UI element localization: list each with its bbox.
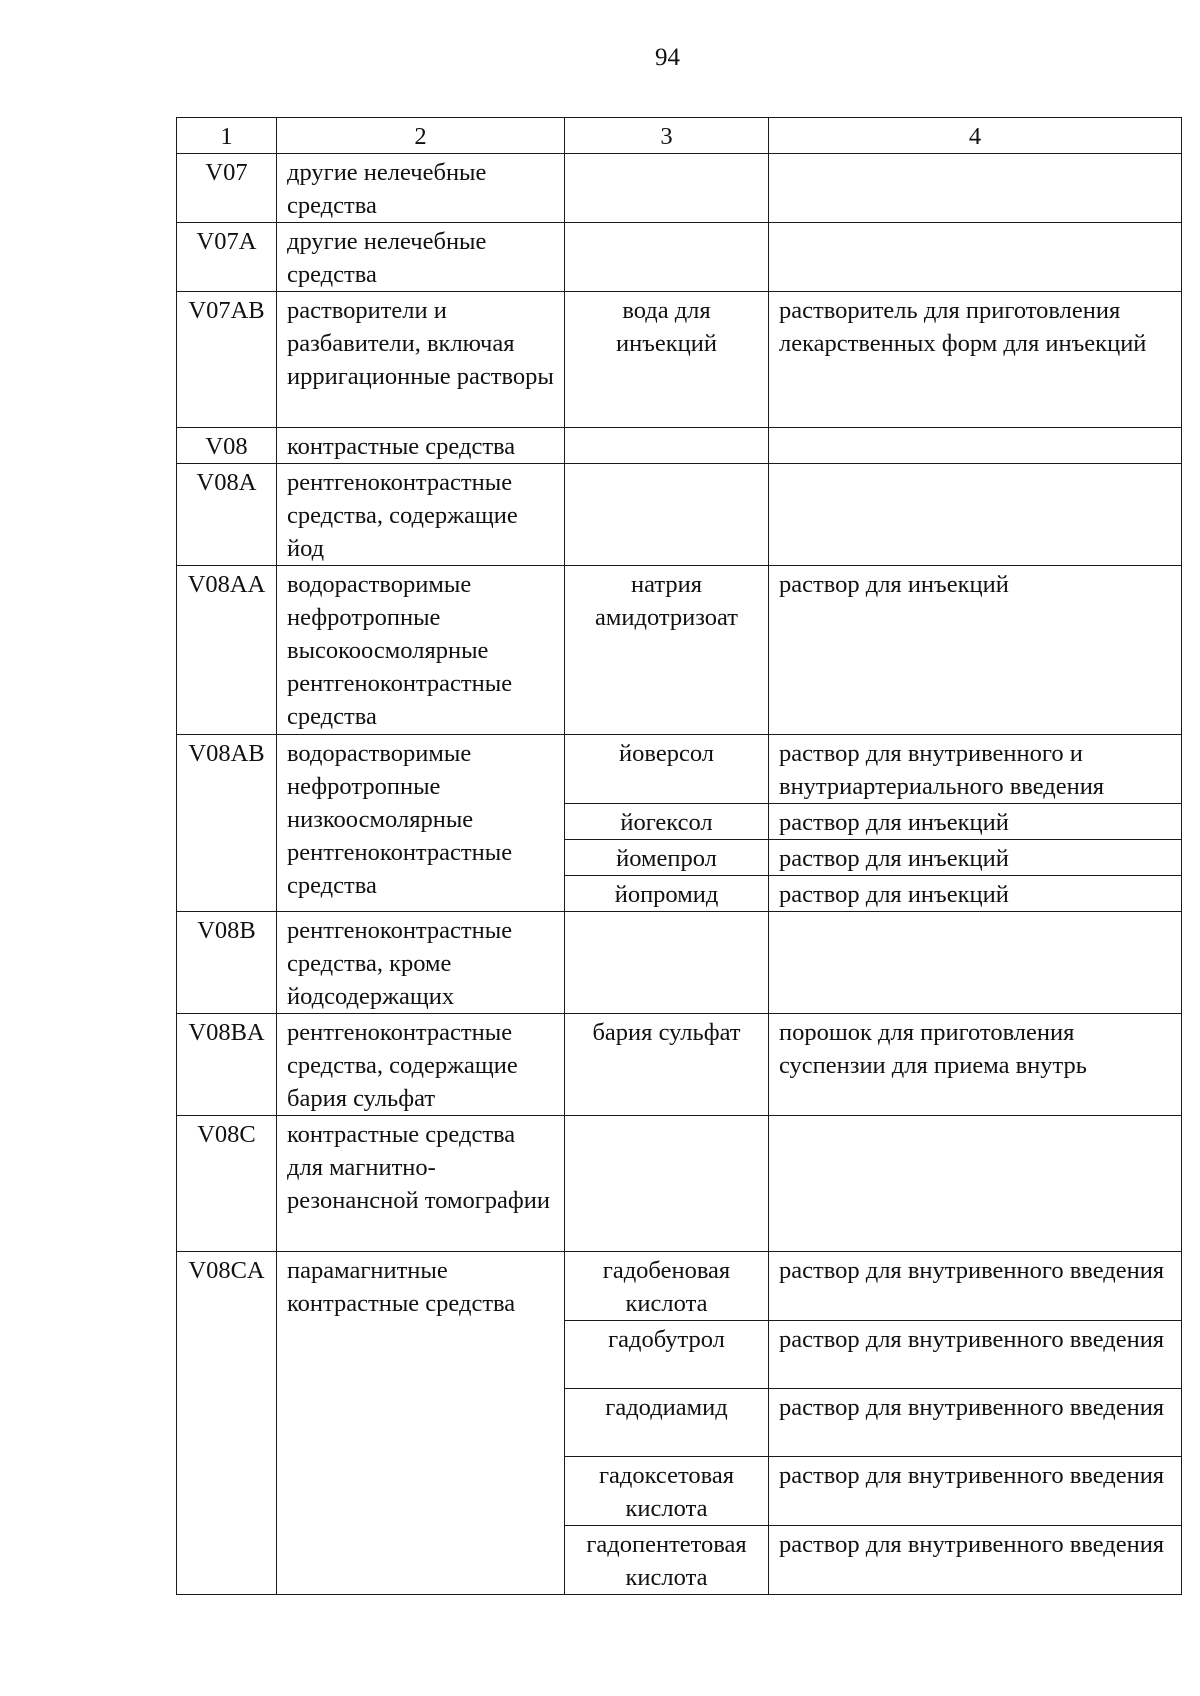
table-row bbox=[177, 566, 1182, 735]
atc-code: V08CA bbox=[177, 1252, 277, 1595]
dosage-form: раствор для инъекций bbox=[769, 804, 1182, 840]
page-number: 94 bbox=[655, 44, 680, 71]
drug-name bbox=[565, 912, 769, 1014]
atc-code: V08AB bbox=[177, 735, 277, 912]
table-row bbox=[177, 464, 1182, 566]
group-name: другие нелечебные средства bbox=[277, 154, 565, 223]
table-row bbox=[177, 154, 1182, 223]
atc-code: V07A bbox=[177, 223, 277, 292]
dosage-form bbox=[769, 912, 1182, 1014]
group-name: контрастные средства bbox=[277, 428, 565, 464]
drug-name bbox=[565, 1116, 769, 1252]
drug-table bbox=[176, 117, 1182, 1595]
table-row bbox=[177, 1252, 1182, 1321]
group-name: растворители и разбавители, включая ирригационные растворы bbox=[277, 292, 565, 428]
table-row bbox=[177, 428, 1182, 464]
drug-name: йомепрол bbox=[565, 840, 769, 876]
header-cell: 4 bbox=[769, 118, 1182, 154]
dosage-form: раствор для внутривенного введения bbox=[769, 1321, 1182, 1389]
drug-name: йоверсол bbox=[565, 735, 769, 804]
drug-name bbox=[565, 154, 769, 223]
drug-name: вода для инъекций bbox=[565, 292, 769, 428]
dosage-form: раствор для инъекций bbox=[769, 840, 1182, 876]
drug-name bbox=[565, 428, 769, 464]
table-row bbox=[177, 1116, 1182, 1252]
atc-code: V08 bbox=[177, 428, 277, 464]
table-row bbox=[177, 912, 1182, 1014]
atc-code: V08B bbox=[177, 912, 277, 1014]
table-row bbox=[177, 735, 1182, 804]
dosage-form: растворитель для приготовления лекарственных форм для инъекций bbox=[769, 292, 1182, 428]
table-row bbox=[177, 223, 1182, 292]
dosage-form: раствор для внутривенного и внутриартериального введения bbox=[769, 735, 1182, 804]
table-header-row bbox=[177, 118, 1182, 154]
dosage-form: раствор для инъекций bbox=[769, 566, 1182, 735]
drug-name: гадодиамид bbox=[565, 1389, 769, 1457]
table-row bbox=[177, 292, 1182, 428]
dosage-form bbox=[769, 464, 1182, 566]
drug-name: гадоксетовая кислота bbox=[565, 1457, 769, 1526]
drug-name bbox=[565, 464, 769, 566]
drug-name: натрия амидотризоат bbox=[565, 566, 769, 735]
drug-name: йопромид bbox=[565, 876, 769, 912]
dosage-form: порошок для приготовления суспензии для приема внутрь bbox=[769, 1014, 1182, 1116]
group-name: контрастные средства для магнитно-резонансной томографии bbox=[277, 1116, 565, 1252]
header-cell: 2 bbox=[277, 118, 565, 154]
dosage-form bbox=[769, 223, 1182, 292]
group-name: парамагнитные контрастные средства bbox=[277, 1252, 565, 1595]
drug-name: гадобутрол bbox=[565, 1321, 769, 1389]
drug-name: йогексол bbox=[565, 804, 769, 840]
atc-code: V08AA bbox=[177, 566, 277, 735]
header-cell: 1 bbox=[177, 118, 277, 154]
table-row bbox=[177, 1014, 1182, 1116]
atc-code: V08A bbox=[177, 464, 277, 566]
dosage-form: раствор для внутривенного введения bbox=[769, 1526, 1182, 1595]
header-cell: 3 bbox=[565, 118, 769, 154]
group-name: рентгеноконтрастные средства, содержащие йод bbox=[277, 464, 565, 566]
drug-name: бария сульфат bbox=[565, 1014, 769, 1116]
group-name: другие нелечебные средства bbox=[277, 223, 565, 292]
dosage-form bbox=[769, 428, 1182, 464]
atc-code: V08C bbox=[177, 1116, 277, 1252]
group-name: водорастворимые нефротропные высокоосмолярные рентгеноконтрастные средства bbox=[277, 566, 565, 735]
dosage-form: раствор для внутривенного введения bbox=[769, 1389, 1182, 1457]
dosage-form bbox=[769, 154, 1182, 223]
dosage-form bbox=[769, 1116, 1182, 1252]
drug-name: гадопентетовая кислота bbox=[565, 1526, 769, 1595]
group-name: водорастворимые нефротропные низкоосмолярные рентгеноконтрастные средства bbox=[277, 735, 565, 912]
drug-name: гадобеновая кислота bbox=[565, 1252, 769, 1321]
atc-code: V08BA bbox=[177, 1014, 277, 1116]
atc-code: V07 bbox=[177, 154, 277, 223]
group-name: рентгеноконтрастные средства, кроме йодсодержащих bbox=[277, 912, 565, 1014]
dosage-form: раствор для внутривенного введения bbox=[769, 1252, 1182, 1321]
atc-code: V07AB bbox=[177, 292, 277, 428]
dosage-form: раствор для инъекций bbox=[769, 876, 1182, 912]
drug-name bbox=[565, 223, 769, 292]
dosage-form: раствор для внутривенного введения bbox=[769, 1457, 1182, 1526]
group-name: рентгеноконтрастные средства, содержащие бария сульфат bbox=[277, 1014, 565, 1116]
